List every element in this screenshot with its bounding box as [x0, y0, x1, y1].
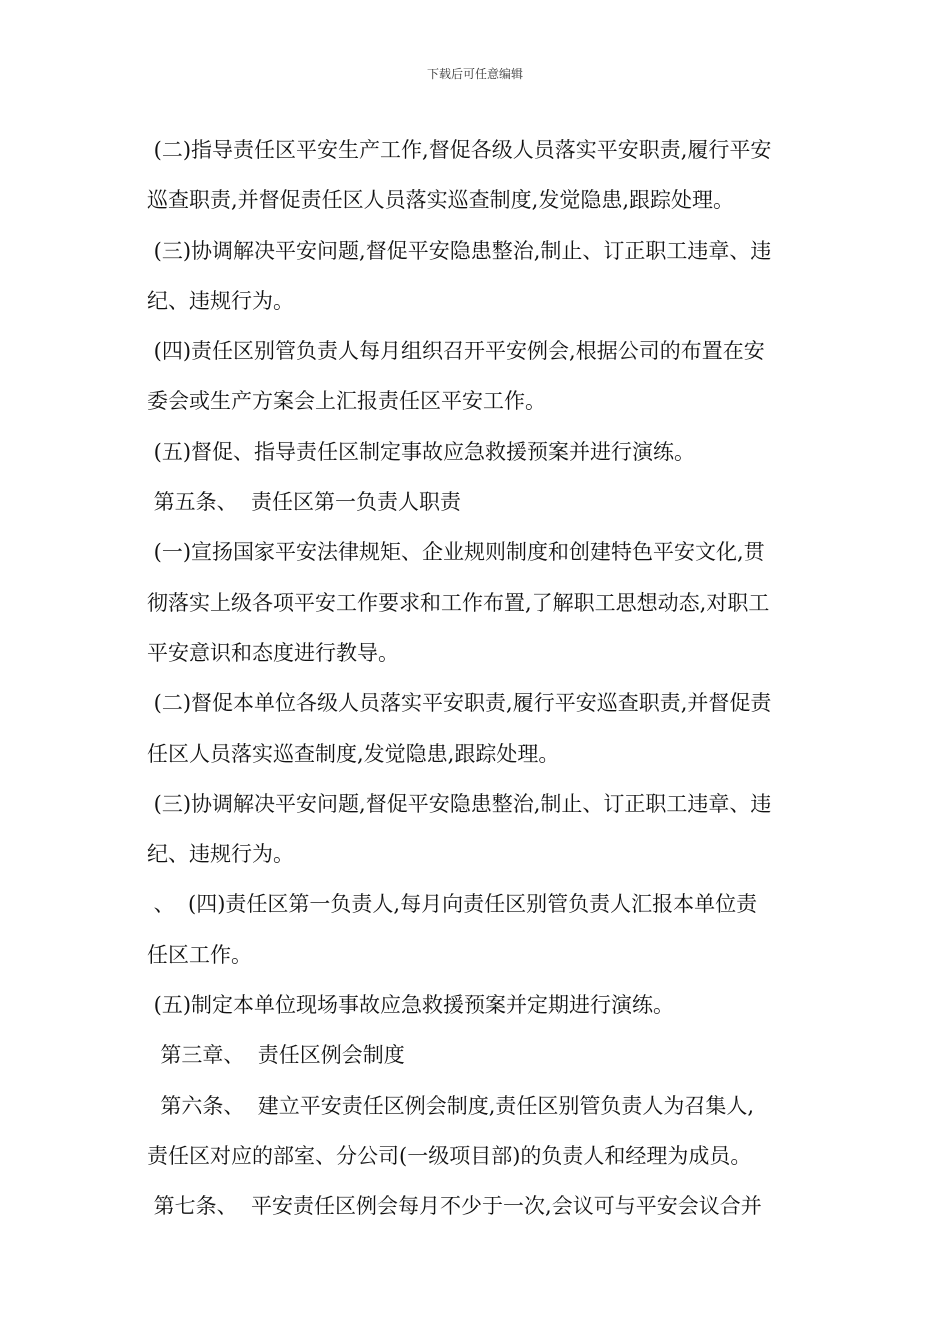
text-line: (一)宣扬国家平安法律规矩、企业规则制度和创建特色平安文化,贯	[147, 540, 765, 565]
text-line: 任区工作。	[147, 942, 252, 967]
text-line: 纪、违规行为。	[147, 842, 294, 867]
page-header: 下载后可任意编辑	[426, 67, 523, 81]
text-line: (五)制定本单位现场事故应急救援预案并定期进行演练。	[147, 993, 675, 1018]
text-line: (二)指导责任区平安生产工作,督促各级人员落实平安职责,履行平安	[147, 138, 772, 162]
text-line: 平安意识和态度进行教导。	[147, 640, 399, 665]
text-line: 彻落实上级各项平安工作要求和工作布置,了解职工思想动态,对职工	[147, 590, 770, 615]
text-line: (三)协调解决平安问题,督促平安隐患整治,制止、订正职工违章、违	[147, 791, 772, 816]
document-body	[147, 125, 812, 1232]
text-line: (五)督促、指导责任区制定事故应急救援预案并进行演练。	[147, 439, 696, 464]
text-line: 第七条、 平安责任区例会每月不少于一次,会议可与平安会议合并	[147, 1194, 762, 1219]
text-line: 责任区对应的部室、分公司(一级项目部)的负责人和经理为成员。	[147, 1143, 752, 1168]
text-line: (二)督促本单位各级人员落实平安职责,履行平安巡查职责,并督促责	[147, 691, 772, 716]
text-line: (四)责任区别管负责人每月组织召开平安例会,根据公司的布置在安	[147, 339, 765, 364]
chapter-heading: 第三章、 责任区例会制度	[147, 1043, 405, 1068]
text-line: 巡查职责,并督促责任区人员落实巡查制度,发觉隐患,跟踪处理。	[147, 188, 735, 213]
text-line: 委会或生产方案会上汇报责任区平安工作。	[147, 389, 546, 414]
text-line: 纪、违规行为。	[147, 288, 294, 313]
text-line: 、 (四)责任区第一负责人,每月向责任区别管负责人汇报本单位责	[147, 892, 758, 917]
text-line: 第六条、 建立平安责任区例会制度,责任区别管负责人为召集人,	[147, 1093, 755, 1118]
text-line: (三)协调解决平安问题,督促平安隐患整治,制止、订正职工违章、违	[147, 238, 772, 263]
section-heading: 第五条、 责任区第一负责人职责	[147, 490, 462, 515]
text-line: 任区人员落实巡查制度,发觉隐患,跟踪处理。	[147, 741, 560, 766]
